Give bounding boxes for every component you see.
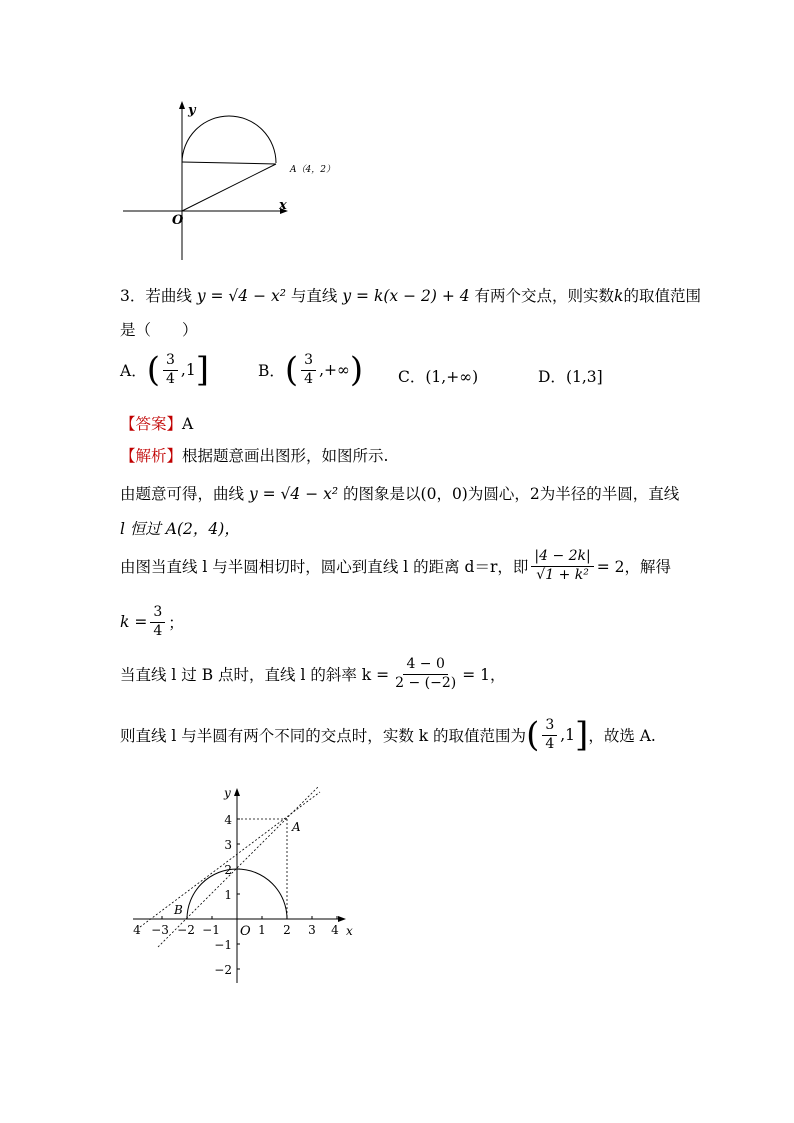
y-tick-label: −1 <box>214 938 232 952</box>
x-axis-arrow <box>338 916 346 922</box>
analysis-line-2: 由题意可得，曲线 y = √4 − x² 的图象是以(0，0)为圆心，2为半径的半圆，直线 <box>120 485 680 503</box>
y-tick-label: 3 <box>224 838 232 852</box>
answer-tag: 【答案】 <box>120 415 183 433</box>
y-tick-label: 4 <box>224 813 232 827</box>
answer-line <box>120 412 193 434</box>
x-tick-label: −2 <box>177 923 195 937</box>
point-b-label: B <box>174 903 183 917</box>
y-axis-arrow <box>234 788 240 796</box>
option-c[interactable]: C．(1,+∞) <box>398 368 479 386</box>
x-tick-label: 1 <box>258 923 266 937</box>
option-a[interactable]: A． ( $\frac{3}{4}$ ,1 ] <box>120 350 209 390</box>
analysis-tag: 【解析】 <box>120 447 183 465</box>
y-axis-label: y <box>188 103 196 118</box>
x-tick-label: −1 <box>202 923 220 937</box>
y-tick-label: 1 <box>224 888 232 902</box>
origin-label: O <box>240 924 251 939</box>
question-line-2: 是（ ） <box>120 321 198 339</box>
x-axis-label: x <box>346 924 353 938</box>
y-axis-label: y <box>224 786 231 800</box>
line-oa <box>182 164 276 211</box>
answer-value: A <box>182 415 194 433</box>
option-d[interactable]: D．(1,3] <box>538 368 603 386</box>
diameter-line <box>182 162 276 164</box>
x-tick-label: 2 <box>283 923 291 937</box>
analysis-line-4: 由图当直线 l 与半圆相切时，圆心到直线 l 的距离 d＝r，即 $\frac{|4 - 2k|}{\text{√1 + k²}}$ = 2，解得 <box>120 548 672 583</box>
point-a-label: A（4，2） <box>290 165 335 175</box>
question-number: 3． <box>120 287 146 305</box>
analysis-line-1: 【解析】根据题意画出图形，如图所示. <box>120 447 389 465</box>
option-b[interactable]: B． ( $\frac{3}{4}$ ,+∞ ) <box>258 350 364 390</box>
x-axis-label: x <box>279 198 287 213</box>
question-line-1: 3．若曲线 y = √4 − x² 与直线 y = k(x − 2) + 4 有两个交点，则实数k的取值范围 <box>120 287 701 305</box>
figure-semicircle-sketch <box>118 98 348 263</box>
analysis-line-7: 则直线 l 与半圆有两个不同的交点时，实数 k 的取值范围为 ( $\frac{3}{4}$ ,1 ] ，故选 A. <box>120 715 656 755</box>
x-tick-label: 4 <box>133 923 141 937</box>
semicircle <box>182 116 276 163</box>
figure-coordinate-graph <box>128 785 363 985</box>
y-tick-label: 2 <box>224 863 232 877</box>
curve-equation: y = √4 − x² <box>196 287 286 305</box>
origin-label: O <box>172 213 184 228</box>
analysis-line-6: 当直线 l 过 B 点时，直线 l 的斜率 k = $\frac{4 - 0}{2 - (-2)}$ = 1， <box>120 656 506 691</box>
point-a-label: A <box>292 820 301 834</box>
line-equation: y = k(x − 2) + 4 <box>342 287 470 305</box>
x-tick-label: 4 <box>331 923 339 937</box>
analysis-line-3: l 恒过 A(2，4)， <box>120 520 240 538</box>
x-tick-label: 3 <box>308 923 316 937</box>
y-tick-label: −2 <box>214 963 232 977</box>
y-axis-arrow <box>179 101 185 109</box>
x-tick-label: −3 <box>151 923 169 937</box>
analysis-line-5: k = $\frac{3}{4}$ ； <box>120 604 184 639</box>
